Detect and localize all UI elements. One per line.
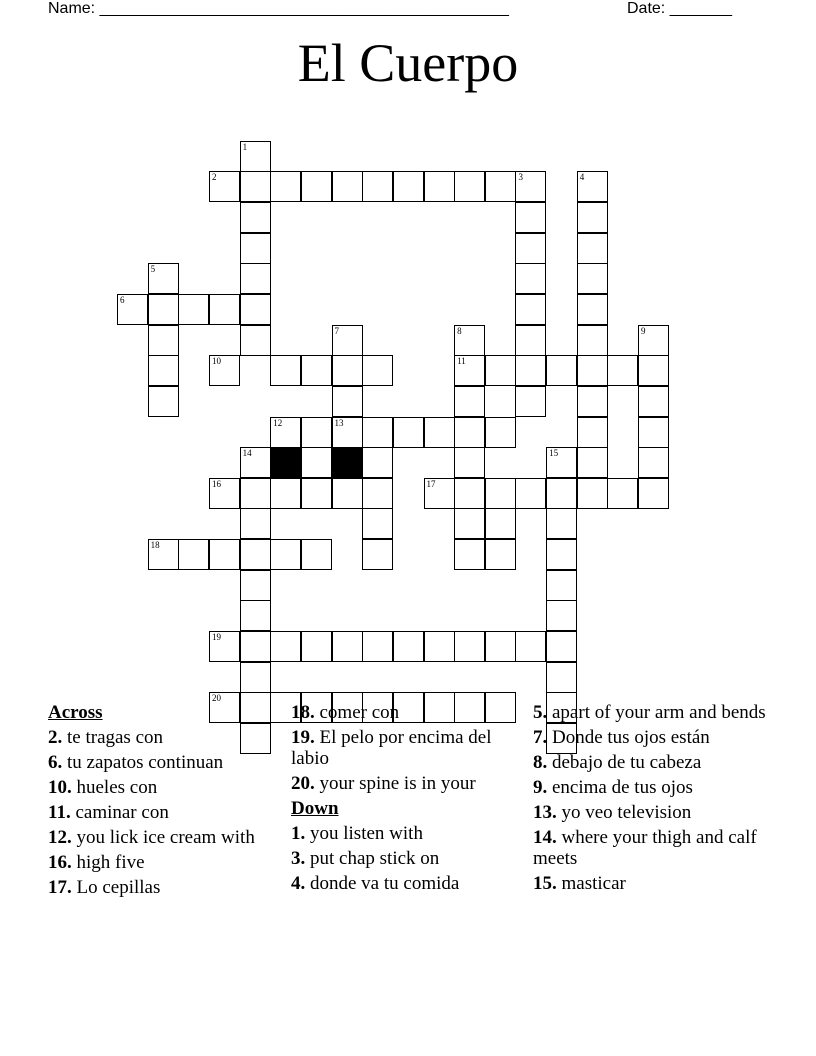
clue-across-16: 16. high five xyxy=(48,852,145,873)
clue-across-6: 6. tu zapatos continuan xyxy=(48,752,224,773)
crossword-cell[interactable] xyxy=(301,355,332,386)
crossword-cell[interactable] xyxy=(454,539,485,570)
crossword-cell[interactable] xyxy=(301,417,332,448)
crossword-cell[interactable] xyxy=(577,355,608,386)
clue-across-11: 11. caminar con xyxy=(48,802,169,823)
clue-number: 4 xyxy=(579,172,585,183)
crossword-cell[interactable] xyxy=(362,417,393,448)
clue-across-12: 12. you lick ice cream with xyxy=(48,827,255,848)
crossword-cell[interactable] xyxy=(240,478,271,509)
crossword-cell[interactable] xyxy=(577,294,608,325)
crossword-cell[interactable] xyxy=(332,386,363,417)
crossword-cell[interactable] xyxy=(362,171,393,202)
crossword-cell[interactable] xyxy=(270,478,301,509)
crossword-block xyxy=(332,447,363,478)
crossword-cell[interactable] xyxy=(209,171,240,202)
clue-across-17: 17. Lo cepillas xyxy=(48,877,161,898)
crossword-cell[interactable] xyxy=(240,325,271,356)
clue-down-4: 4. donde va tu comida xyxy=(291,873,460,894)
crossword-cell[interactable] xyxy=(577,417,608,448)
crossword-cell[interactable] xyxy=(515,355,546,386)
crossword-cell[interactable] xyxy=(515,263,546,294)
crossword-cell[interactable] xyxy=(515,386,546,417)
clue-down-9: 9. encima de tus ojos xyxy=(533,777,693,798)
clue-number: 17 xyxy=(426,478,436,489)
clue-number: 18 xyxy=(150,540,160,551)
crossword-cell[interactable] xyxy=(515,478,546,509)
crossword-cell[interactable] xyxy=(515,631,546,662)
crossword-cell[interactable] xyxy=(485,417,516,448)
crossword-cell[interactable] xyxy=(485,539,516,570)
crossword-cell[interactable] xyxy=(148,294,179,325)
crossword-cell[interactable] xyxy=(454,417,485,448)
crossword-cell[interactable] xyxy=(117,294,148,325)
crossword-cell[interactable] xyxy=(240,539,271,570)
crossword-cell[interactable] xyxy=(240,600,271,631)
clue-number: 9 xyxy=(641,325,646,336)
crossword-cell[interactable] xyxy=(424,171,455,202)
crossword-cell[interactable] xyxy=(515,325,546,356)
crossword-cell[interactable] xyxy=(393,171,424,202)
crossword-cell[interactable] xyxy=(638,386,669,417)
clue-down-14: 14. where your thigh and calf meets xyxy=(533,827,757,869)
crossword-cell[interactable] xyxy=(240,141,271,172)
crossword-cell[interactable] xyxy=(178,539,209,570)
crossword-cell[interactable] xyxy=(362,478,393,509)
crossword-cell[interactable] xyxy=(546,600,577,631)
crossword-cell[interactable] xyxy=(454,171,485,202)
clue-number: 13 xyxy=(334,417,344,428)
crossword-cell[interactable] xyxy=(638,447,669,478)
crossword-cell[interactable] xyxy=(301,447,332,478)
clue-number: 6 xyxy=(120,294,125,305)
crossword-cell[interactable] xyxy=(546,570,577,601)
crossword-cell[interactable] xyxy=(209,478,240,509)
crossword-cell[interactable] xyxy=(148,539,179,570)
crossword-cell[interactable] xyxy=(240,631,271,662)
clue-number: 8 xyxy=(457,325,462,336)
crossword-cell[interactable] xyxy=(485,631,516,662)
crossword-cell[interactable] xyxy=(209,539,240,570)
clue-across-20: 20. your spine is in your xyxy=(291,773,476,794)
crossword-cell[interactable] xyxy=(240,263,271,294)
crossword-cell[interactable] xyxy=(577,202,608,233)
crossword-cell[interactable] xyxy=(240,508,271,539)
crossword-cell[interactable] xyxy=(148,355,179,386)
crossword-cell[interactable] xyxy=(485,355,516,386)
clue-across-19: 19. El pelo por encima del labio xyxy=(291,727,492,769)
crossword-cell[interactable] xyxy=(148,325,179,356)
crossword-cell[interactable] xyxy=(454,386,485,417)
crossword-cell[interactable] xyxy=(332,325,363,356)
crossword-cell[interactable] xyxy=(393,631,424,662)
date-field: Date: _______ xyxy=(627,0,732,17)
crossword-cell[interactable] xyxy=(332,478,363,509)
crossword-cell[interactable] xyxy=(362,539,393,570)
clue-number: 7 xyxy=(334,325,340,336)
clue-down-5: 5. apart of your arm and bends xyxy=(533,702,766,723)
crossword-block xyxy=(270,447,301,478)
crossword-cell[interactable] xyxy=(546,478,577,509)
crossword-cell[interactable] xyxy=(454,478,485,509)
crossword-cell[interactable] xyxy=(270,417,301,448)
crossword-cell[interactable] xyxy=(638,478,669,509)
crossword-cell[interactable] xyxy=(240,447,271,478)
clue-number: 3 xyxy=(518,172,523,183)
clues-column-middle xyxy=(291,702,527,898)
crossword-cell[interactable] xyxy=(270,631,301,662)
clues-column-right xyxy=(533,702,769,898)
crossword-cell[interactable] xyxy=(577,233,608,264)
crossword-cell[interactable] xyxy=(638,325,669,356)
crossword-cell[interactable] xyxy=(148,263,179,294)
crossword-cell[interactable] xyxy=(546,355,577,386)
crossword-cell[interactable] xyxy=(607,478,638,509)
crossword-cell[interactable] xyxy=(485,171,516,202)
crossword-cell[interactable] xyxy=(240,233,271,264)
crossword-cell[interactable] xyxy=(515,233,546,264)
crossword-cell[interactable] xyxy=(362,631,393,662)
crossword-cell[interactable] xyxy=(546,539,577,570)
crossword-cell[interactable] xyxy=(454,355,485,386)
clue-across-2: 2. te tragas con xyxy=(48,727,164,748)
crossword-cell[interactable] xyxy=(240,202,271,233)
clue-number: 16 xyxy=(211,478,221,489)
clue-across-18: 18. comer con xyxy=(291,702,400,723)
crossword-cell[interactable] xyxy=(240,294,271,325)
crossword-cell[interactable] xyxy=(546,631,577,662)
crossword-cell[interactable] xyxy=(209,294,240,325)
crossword-cell[interactable] xyxy=(546,662,577,693)
crossword-cell[interactable] xyxy=(424,417,455,448)
clue-down-13: 13. yo veo television xyxy=(533,802,692,823)
crossword-cell[interactable] xyxy=(607,355,638,386)
crossword-cell[interactable] xyxy=(577,263,608,294)
clue-number: 12 xyxy=(273,417,283,428)
clue-number: 19 xyxy=(211,632,221,643)
crossword-cell[interactable] xyxy=(209,631,240,662)
crossword-cell[interactable] xyxy=(393,417,424,448)
clue-number: 5 xyxy=(150,264,156,275)
crossword-cell[interactable] xyxy=(638,355,669,386)
crossword-cell[interactable] xyxy=(178,294,209,325)
crossword-cell[interactable] xyxy=(577,171,608,202)
clue-down-1: 1. you listen with xyxy=(291,823,423,844)
crossword-cell[interactable] xyxy=(485,508,516,539)
crossword-cell[interactable] xyxy=(362,447,393,478)
crossword-cell[interactable] xyxy=(332,355,363,386)
crossword-cell[interactable] xyxy=(362,508,393,539)
name-field: Name: ______________________________________________ xyxy=(48,0,509,17)
crossword-cell[interactable] xyxy=(240,570,271,601)
crossword-cell[interactable] xyxy=(424,478,455,509)
crossword-cell[interactable] xyxy=(301,539,332,570)
crossword-cell[interactable] xyxy=(638,417,669,448)
crossword-cell[interactable] xyxy=(577,325,608,356)
clue-down-7: 7. Donde tus ojos están xyxy=(533,727,710,748)
crossword-cell[interactable] xyxy=(577,447,608,478)
crossword-cell[interactable] xyxy=(332,631,363,662)
crossword-cell[interactable] xyxy=(454,631,485,662)
crossword-cell[interactable] xyxy=(270,539,301,570)
crossword-cell[interactable] xyxy=(301,171,332,202)
crossword-cell[interactable] xyxy=(546,447,577,478)
crossword-cell[interactable] xyxy=(240,662,271,693)
crossword-cell[interactable] xyxy=(301,631,332,662)
clue-across-10: 10. hueles con xyxy=(48,777,158,798)
clue-down-3: 3. put chap stick on xyxy=(291,848,440,869)
crossword-cell[interactable] xyxy=(577,478,608,509)
crossword-cell[interactable] xyxy=(362,355,393,386)
crossword-cell[interactable] xyxy=(546,508,577,539)
crossword-cell[interactable] xyxy=(454,447,485,478)
crossword-cell[interactable] xyxy=(270,355,301,386)
clue-number: 1 xyxy=(242,141,248,152)
clue-number: 15 xyxy=(549,448,559,459)
across-heading: Across xyxy=(48,702,103,723)
crossword-cell[interactable] xyxy=(209,355,240,386)
page-title: El Cuerpo xyxy=(297,33,519,93)
clue-number: 2 xyxy=(211,172,217,183)
crossword-cell[interactable] xyxy=(515,294,546,325)
clue-down-8: 8. debajo de tu cabeza xyxy=(533,752,702,773)
clues-column-left xyxy=(48,702,284,902)
down-heading: Down xyxy=(291,798,339,819)
crossword-cell[interactable] xyxy=(454,508,485,539)
crossword-cell[interactable] xyxy=(454,325,485,356)
clue-number: 11 xyxy=(457,356,466,367)
clue-number: 20 xyxy=(211,693,221,704)
crossword-cell[interactable] xyxy=(515,171,546,202)
crossword-cell[interactable] xyxy=(515,202,546,233)
crossword-cell[interactable] xyxy=(424,631,455,662)
crossword-cell[interactable] xyxy=(301,478,332,509)
clue-down-15: 15. masticar xyxy=(533,873,626,894)
crossword-cell[interactable] xyxy=(270,171,301,202)
crossword-cell[interactable] xyxy=(577,386,608,417)
crossword-cell[interactable] xyxy=(485,478,516,509)
clue-number: 14 xyxy=(242,448,252,459)
crossword-cell[interactable] xyxy=(148,386,179,417)
crossword-cell[interactable] xyxy=(240,171,271,202)
crossword-cell[interactable] xyxy=(332,171,363,202)
crossword-cell[interactable] xyxy=(332,417,363,448)
clue-number: 10 xyxy=(211,356,221,367)
